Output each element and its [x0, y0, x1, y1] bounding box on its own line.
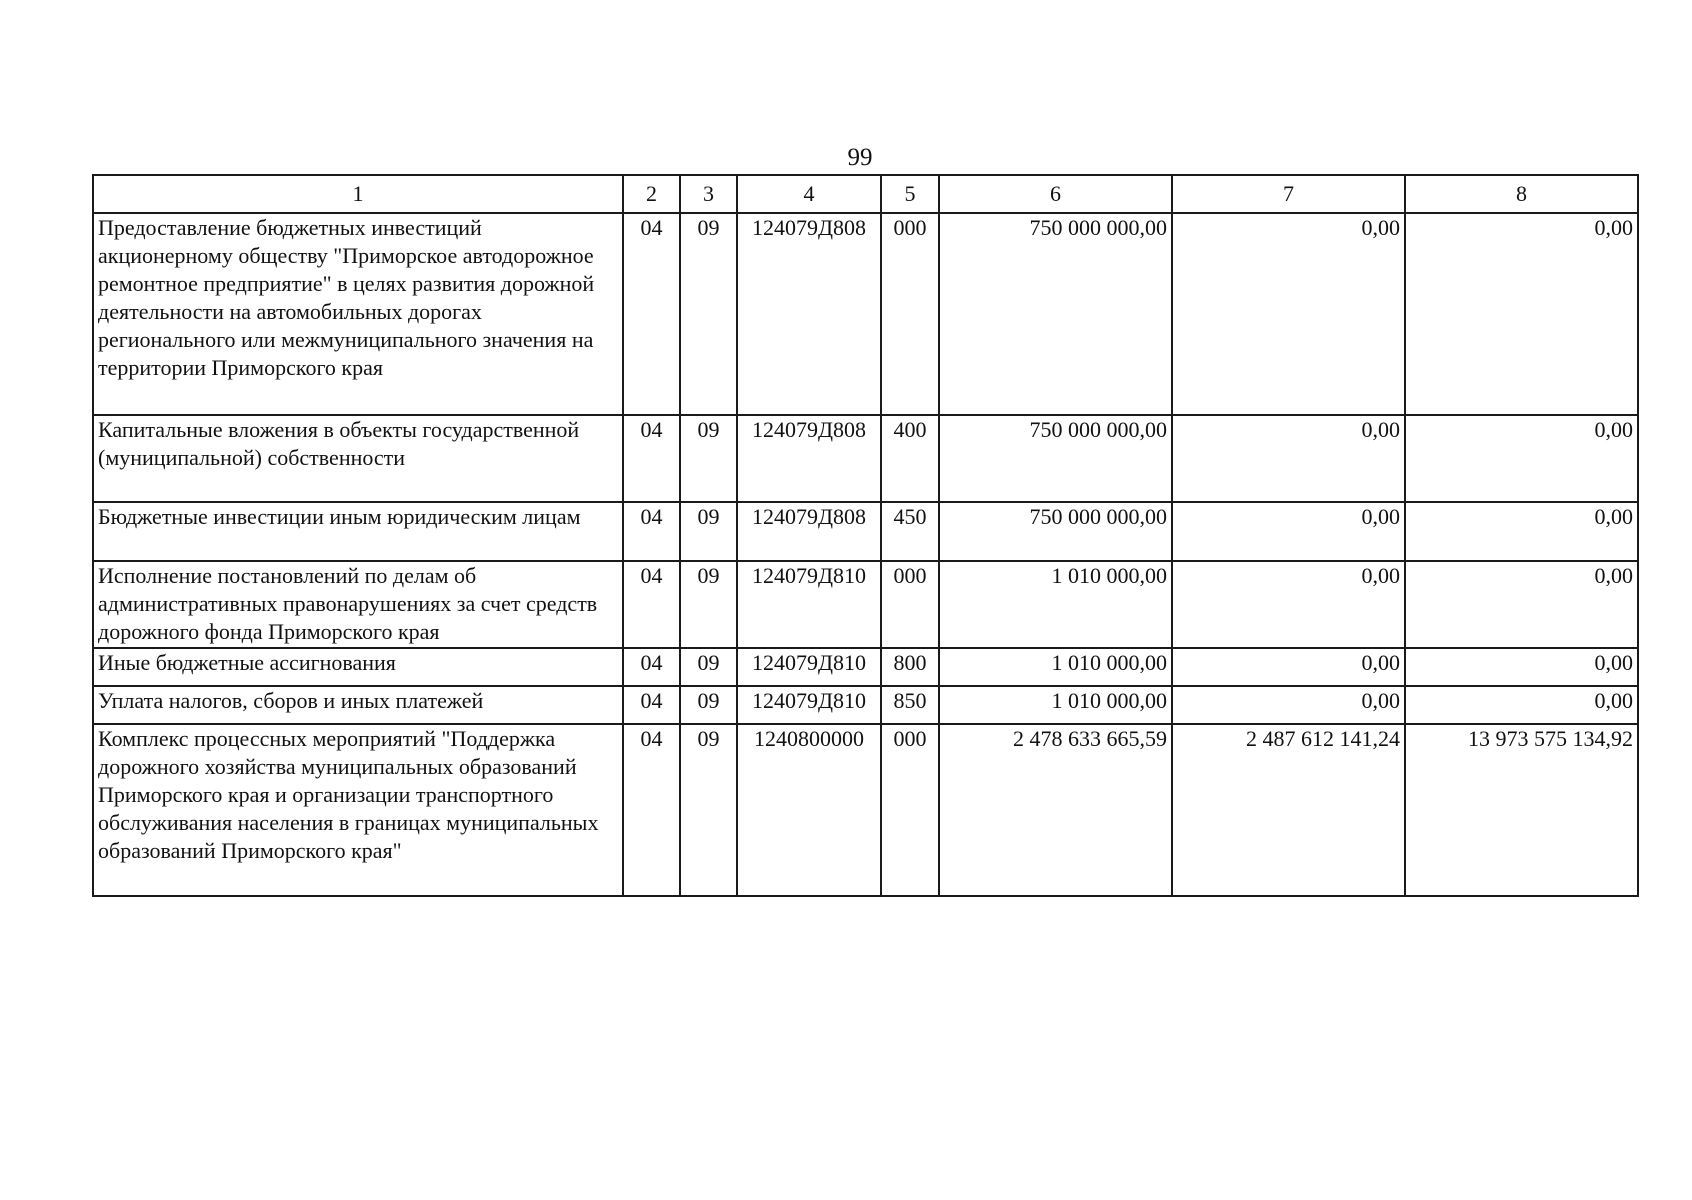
target-article-code: 124079Д810 — [737, 648, 881, 686]
amount-col-8: 0,00 — [1405, 213, 1638, 415]
row-name: Бюджетные инвестиции иным юридическим лицам — [93, 502, 623, 561]
target-article-code: 124079Д810 — [737, 686, 881, 724]
table-header-row — [93, 175, 1638, 213]
column-header: 2 — [623, 175, 680, 213]
amount-col-8: 0,00 — [1405, 648, 1638, 686]
target-article-code: 124079Д808 — [737, 502, 881, 561]
amount-col-7: 0,00 — [1172, 415, 1405, 502]
table-row — [93, 213, 1638, 415]
expense-type-code: 000 — [881, 561, 939, 648]
column-header: 8 — [1405, 175, 1638, 213]
amount-col-6: 1 010 000,00 — [939, 561, 1172, 648]
target-article-code: 124079Д810 — [737, 561, 881, 648]
subsection-code: 09 — [680, 724, 737, 896]
table-row — [93, 648, 1638, 686]
subsection-code: 09 — [680, 502, 737, 561]
amount-col-7: 2 487 612 141,24 — [1172, 724, 1405, 896]
section-code: 04 — [623, 502, 680, 561]
table-row — [93, 686, 1638, 724]
amount-col-6: 750 000 000,00 — [939, 213, 1172, 415]
row-name: Капитальные вложения в объекты государственной (муниципальной) собственности — [93, 415, 623, 502]
amount-col-8: 0,00 — [1405, 502, 1638, 561]
column-header: 1 — [93, 175, 623, 213]
section-code: 04 — [623, 213, 680, 415]
table-row — [93, 724, 1638, 896]
expense-type-code: 450 — [881, 502, 939, 561]
amount-col-8: 0,00 — [1405, 415, 1638, 502]
target-article-code: 1240800000 — [737, 724, 881, 896]
amount-col-7: 0,00 — [1172, 213, 1405, 415]
amount-col-8: 0,00 — [1405, 561, 1638, 648]
target-article-code: 124079Д808 — [737, 415, 881, 502]
expense-type-code: 400 — [881, 415, 939, 502]
amount-col-6: 750 000 000,00 — [939, 415, 1172, 502]
subsection-code: 09 — [680, 213, 737, 415]
amount-col-6: 1 010 000,00 — [939, 686, 1172, 724]
section-code: 04 — [623, 724, 680, 896]
expense-type-code: 850 — [881, 686, 939, 724]
subsection-code: 09 — [680, 648, 737, 686]
amount-col-8: 0,00 — [1405, 686, 1638, 724]
column-header: 7 — [1172, 175, 1405, 213]
column-header: 5 — [881, 175, 939, 213]
row-name: Уплата налогов, сборов и иных платежей — [93, 686, 623, 724]
expense-type-code: 800 — [881, 648, 939, 686]
subsection-code: 09 — [680, 561, 737, 648]
column-header: 6 — [939, 175, 1172, 213]
row-name: Комплекс процессных мероприятий "Поддержка дорожного хозяйства муниципальных образований Приморского края и организации транспортного обслуживания населения в границах муниципальных образований Приморского края" — [93, 724, 623, 896]
section-code: 04 — [623, 415, 680, 502]
subsection-code: 09 — [680, 686, 737, 724]
row-name: Иные бюджетные ассигнования — [93, 648, 623, 686]
amount-col-7: 0,00 — [1172, 502, 1405, 561]
amount-col-6: 750 000 000,00 — [939, 502, 1172, 561]
row-name: Предоставление бюджетных инвестиций акционерному обществу "Приморское автодорожное ремонтное предприятие" в целях развития дорожной деятельности на автомобильных дорогах регионального или межмуниципального значения на территории Приморского края — [93, 213, 623, 415]
amount-col-6: 2 478 633 665,59 — [939, 724, 1172, 896]
amount-col-7: 0,00 — [1172, 686, 1405, 724]
table-row — [93, 561, 1638, 648]
target-article-code: 124079Д808 — [737, 213, 881, 415]
section-code: 04 — [623, 561, 680, 648]
row-name: Исполнение постановлений по делам об административных правонарушениях за счет средств дорожного фонда Приморского края — [93, 561, 623, 648]
column-header: 3 — [680, 175, 737, 213]
section-code: 04 — [623, 686, 680, 724]
amount-col-7: 0,00 — [1172, 648, 1405, 686]
amount-col-7: 0,00 — [1172, 561, 1405, 648]
subsection-code: 09 — [680, 415, 737, 502]
expense-type-code: 000 — [881, 213, 939, 415]
expense-type-code: 000 — [881, 724, 939, 896]
page-number: 99 — [847, 144, 873, 171]
amount-col-8: 13 973 575 134,92 — [1405, 724, 1638, 896]
table-row — [93, 415, 1638, 502]
budget-table — [92, 174, 1639, 897]
column-header: 4 — [737, 175, 881, 213]
section-code: 04 — [623, 648, 680, 686]
table-row — [93, 502, 1638, 561]
amount-col-6: 1 010 000,00 — [939, 648, 1172, 686]
